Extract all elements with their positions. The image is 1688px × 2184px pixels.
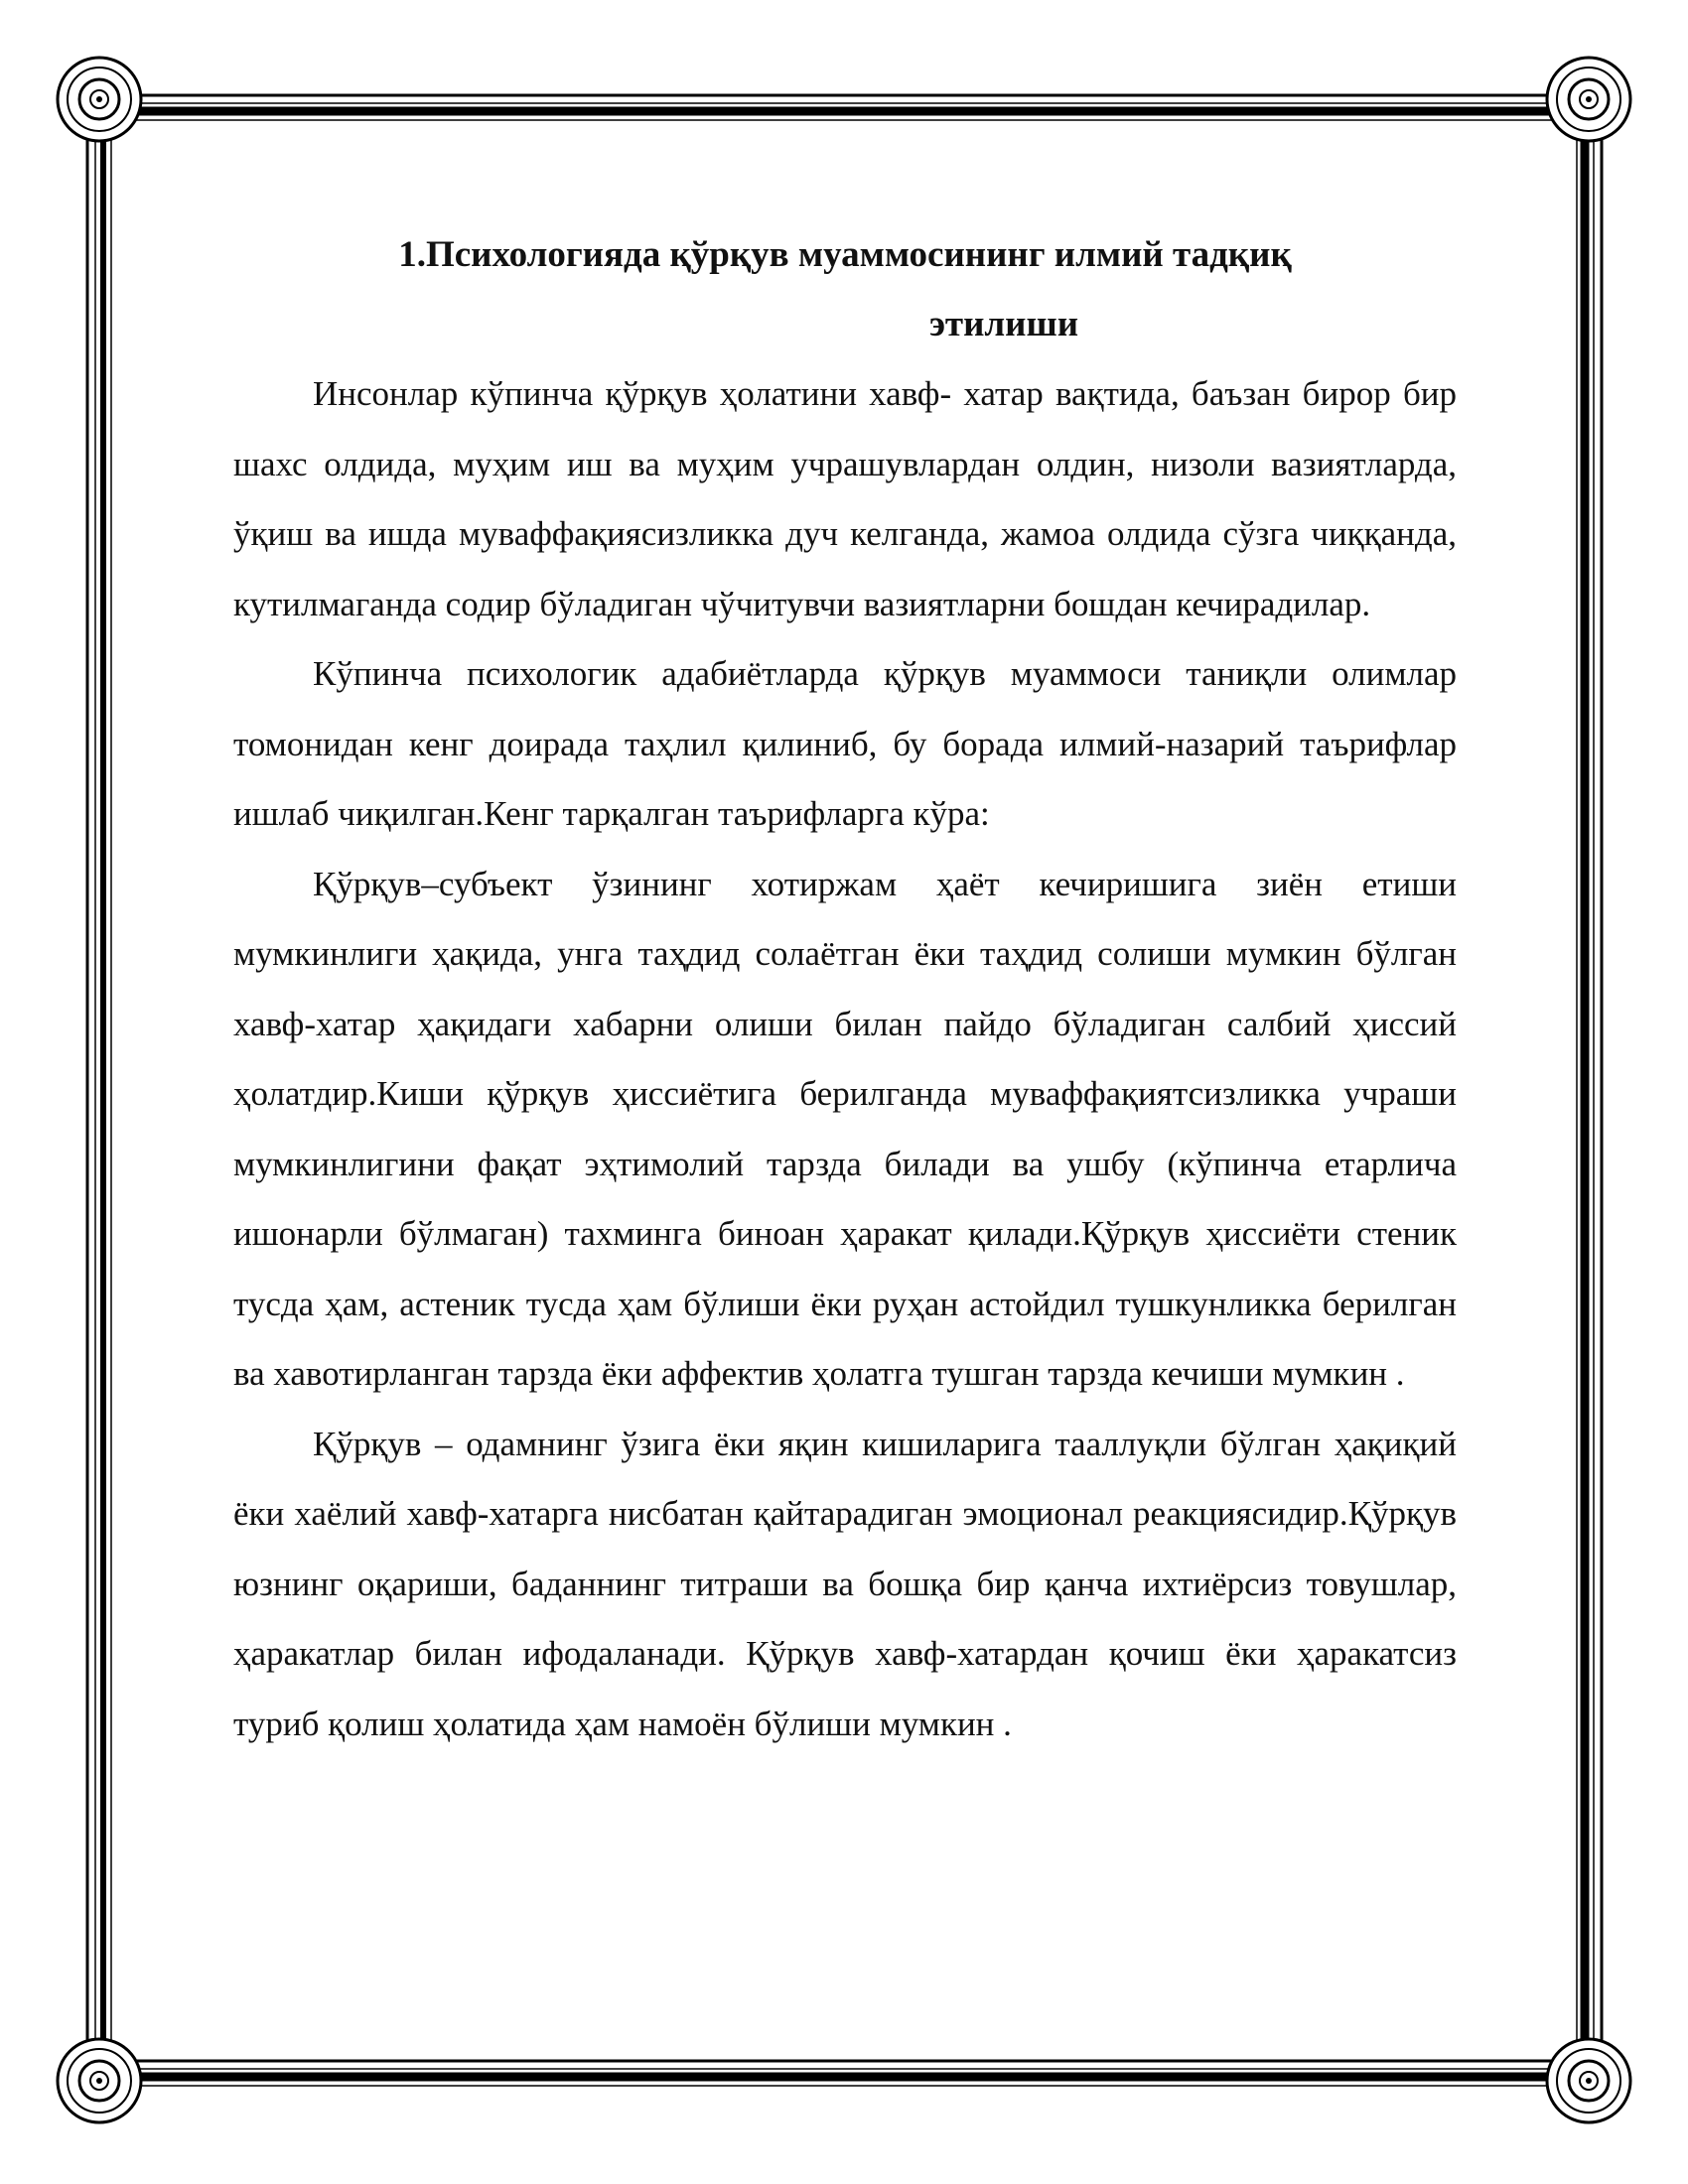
title-line-2: этилиши: [928, 304, 1079, 344]
corner-ornament-top-left-icon: [58, 58, 141, 141]
title-line-1: 1.Психологияда қўрқув муаммосининг илмий тадқиқ: [398, 234, 1292, 275]
document-body: [233, 220, 1457, 1759]
paragraph-3: Қўрқув–субъект ўзининг хотиржам ҳаёт кечиришига зиён етиши мумкинлиги ҳақида, унга таҳдид солаётган ёки таҳдид солиши мумкин бўлган хавф-хатар ҳақидаги хабарни олиши билан пайдо бўладиган салбий ҳиссий ҳолатдир.Киши қўрқув ҳиссиётига берилганда муваффақиятсизликка учраши мумкинлигини фақат эҳтимолий тарзда билади ва ушбу (кўпинча етарлича ишонарли бўлмаган) тахминга биноан ҳаракат қилади.Қўрқув ҳиссиёти стеник тусда ҳам, астеник тусда ҳам бўлиши ёки руҳан астойдил тушкунликка берилган ва хавотирланган тарзда ёки аффектив ҳолатга тушган тарзда кечиши мумкин .: [233, 864, 1457, 1393]
corner-ornament-bottom-right-icon: [1547, 2039, 1630, 2122]
paragraph-4: Қўрқув – одамнинг ўзига ёки яқин кишиларига тааллуқли бўлган ҳақиқий ёки хаёлий хавф-хатарга нисбатан қайтарадиган эмоционал реакциясидир.Қўрқув юзнинг оқариши, баданнинг титраши ва бошқа бир қанча ихтиёрсиз товушлар, ҳаракатлар билан ифодаланади. Қўрқув хавф-хатардан қочиш ёки ҳаракатсиз туриб қолиш ҳолатида ҳам намоён бўлиши мумкин .: [233, 1424, 1457, 1743]
corner-ornament-top-right-icon: [1547, 58, 1630, 141]
page-title: [233, 220, 1457, 359]
paragraph-2: Кўпинча психологик адабиётларда қўрқув муаммоси таниқли олимлар томонидан кенг доирада таҳлил қилиниб, бу борада илмий-назарий таърифлар ишлаб чиқилган.Кенг тарқалган таърифларга кўра:: [233, 654, 1457, 833]
corner-ornament-bottom-left-icon: [58, 2039, 141, 2122]
paragraph-1: Инсонлар кўпинча қўрқув ҳолатини хавф- хатар вақтида, баъзан бирор бир шахс олдида, муҳим иш ва муҳим учрашувлардан олдин, низоли вазиятларда, ўқиш ва ишда муваффақиясизликка дуч келганда, жамоа олдида сўзга чиққанда, кутилмаганда содир бўладиган чўчитувчи вазиятларни бошдан кечирадилар.: [233, 374, 1457, 623]
